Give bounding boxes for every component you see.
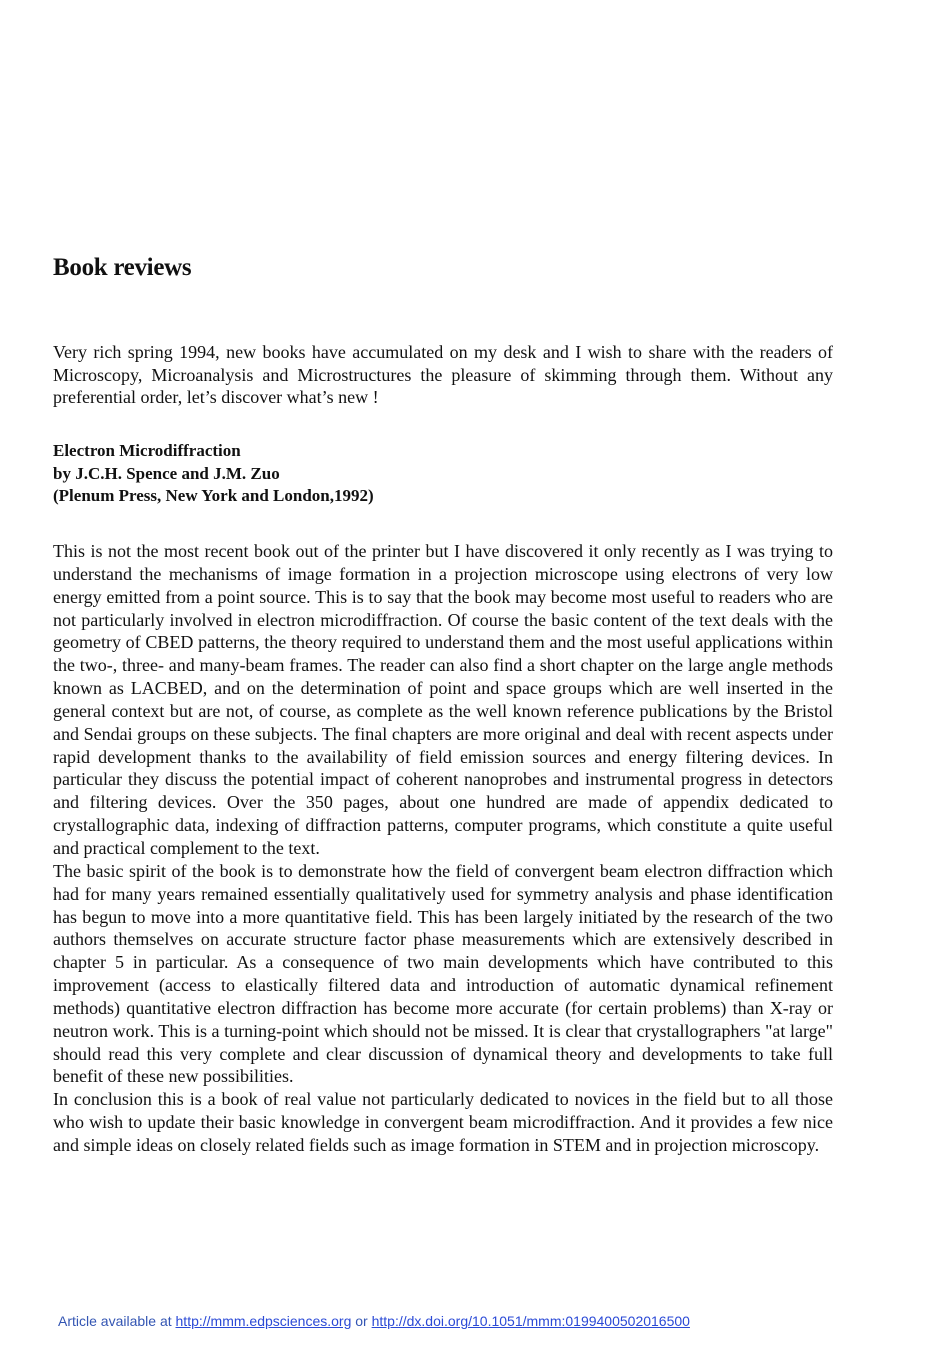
article-footer — [58, 1313, 690, 1329]
review-paragraph: In conclusion this is a book of real value not particularly dedicated to novices in the field but to all those who wish to update their basic knowledge in convergent beam microdiffraction. And it provides a few nice and simple ideas on closely related fields such as image formation in STEM and in projection microscopy. — [53, 1089, 833, 1155]
section-title: Book reviews — [53, 254, 192, 281]
intro-paragraph: Very rich spring 1994, new books have accumulated on my desk and I wish to share with the readers of Microscopy, Microanalysis and Microstructures the pleasure of skimming through them. Without any preferential order, let’s discover what’s new ! — [53, 342, 833, 407]
review-paragraph: The basic spirit of the book is to demonstrate how the field of convergent beam electron diffraction which had for many years remained essentially qualitatively used for symmetry analysis and phase identification has begun to move into a more quantitative field. This has been largely initiated by the research of the two authors themselves on accurate structure factor phase measurements which are extensively described in chapter 5 in particular. As a consequence of two main developments which have contributed to this improvement (access to elastically filtered data and introduction of automatic dynamical refinement methods) quantitative electron diffraction has become more accurate (for certain problems) than X-ray or neutron work. This is a turning-point which should not be missed. It is clear that crystallographers "at large" should read this very complete and clear discussion of dynamical theory and developments to take full benefit of these new possibilities. — [53, 860, 833, 1087]
review-body — [53, 540, 833, 1157]
footer-separator: or — [351, 1313, 372, 1329]
review-paragraph: This is not the most recent book out of the printer but I have discovered it only recently as I was trying to understand the mechanisms of image formation in a projection microscope using electrons of very low energy emitted from a point source. This is to say that the book may become most useful to readers who are not particularly involved in electron microdiffraction. Of course the basic content of the text deals with the geometry of CBED patterns, the theory required to understand them and the most useful applications within the two-, three- and many-beam frames. The reader can also find a short chapter on the large angle methods known as LACBED, and on the determination of point and space groups which are well inserted in the general context but are not, of course, as complete as the well known reference publications by the Bristol and Sendai groups on these subjects. The final chapters are more original and deal with recent aspects under rapid development thanks to the availability of field emission sources and energy filtering devices. In particular they discuss the potential impact of coherent nanoprobes and instrumental progress in detectors and filtering devices. Over the 350 pages, about one hundred are made of appendix dedicated to crystallographic data, indexing of diffraction patterns, computer programs, which constitute a quite useful and practical complement to the text. — [53, 541, 833, 858]
journal-link[interactable]: http://mmm.edpsciences.org — [175, 1313, 352, 1329]
book-title: Electron Microdiffraction — [53, 441, 241, 460]
doi-link[interactable]: http://dx.doi.org/10.1051/mmm:0199400502016500 — [371, 1313, 690, 1329]
review-heading — [53, 440, 374, 508]
footer-prefix: Article available at — [58, 1313, 176, 1329]
book-publisher: (Plenum Press, New York and London,1992) — [53, 486, 374, 505]
book-authors: by J.C.H. Spence and J.M. Zuo — [53, 463, 280, 483]
